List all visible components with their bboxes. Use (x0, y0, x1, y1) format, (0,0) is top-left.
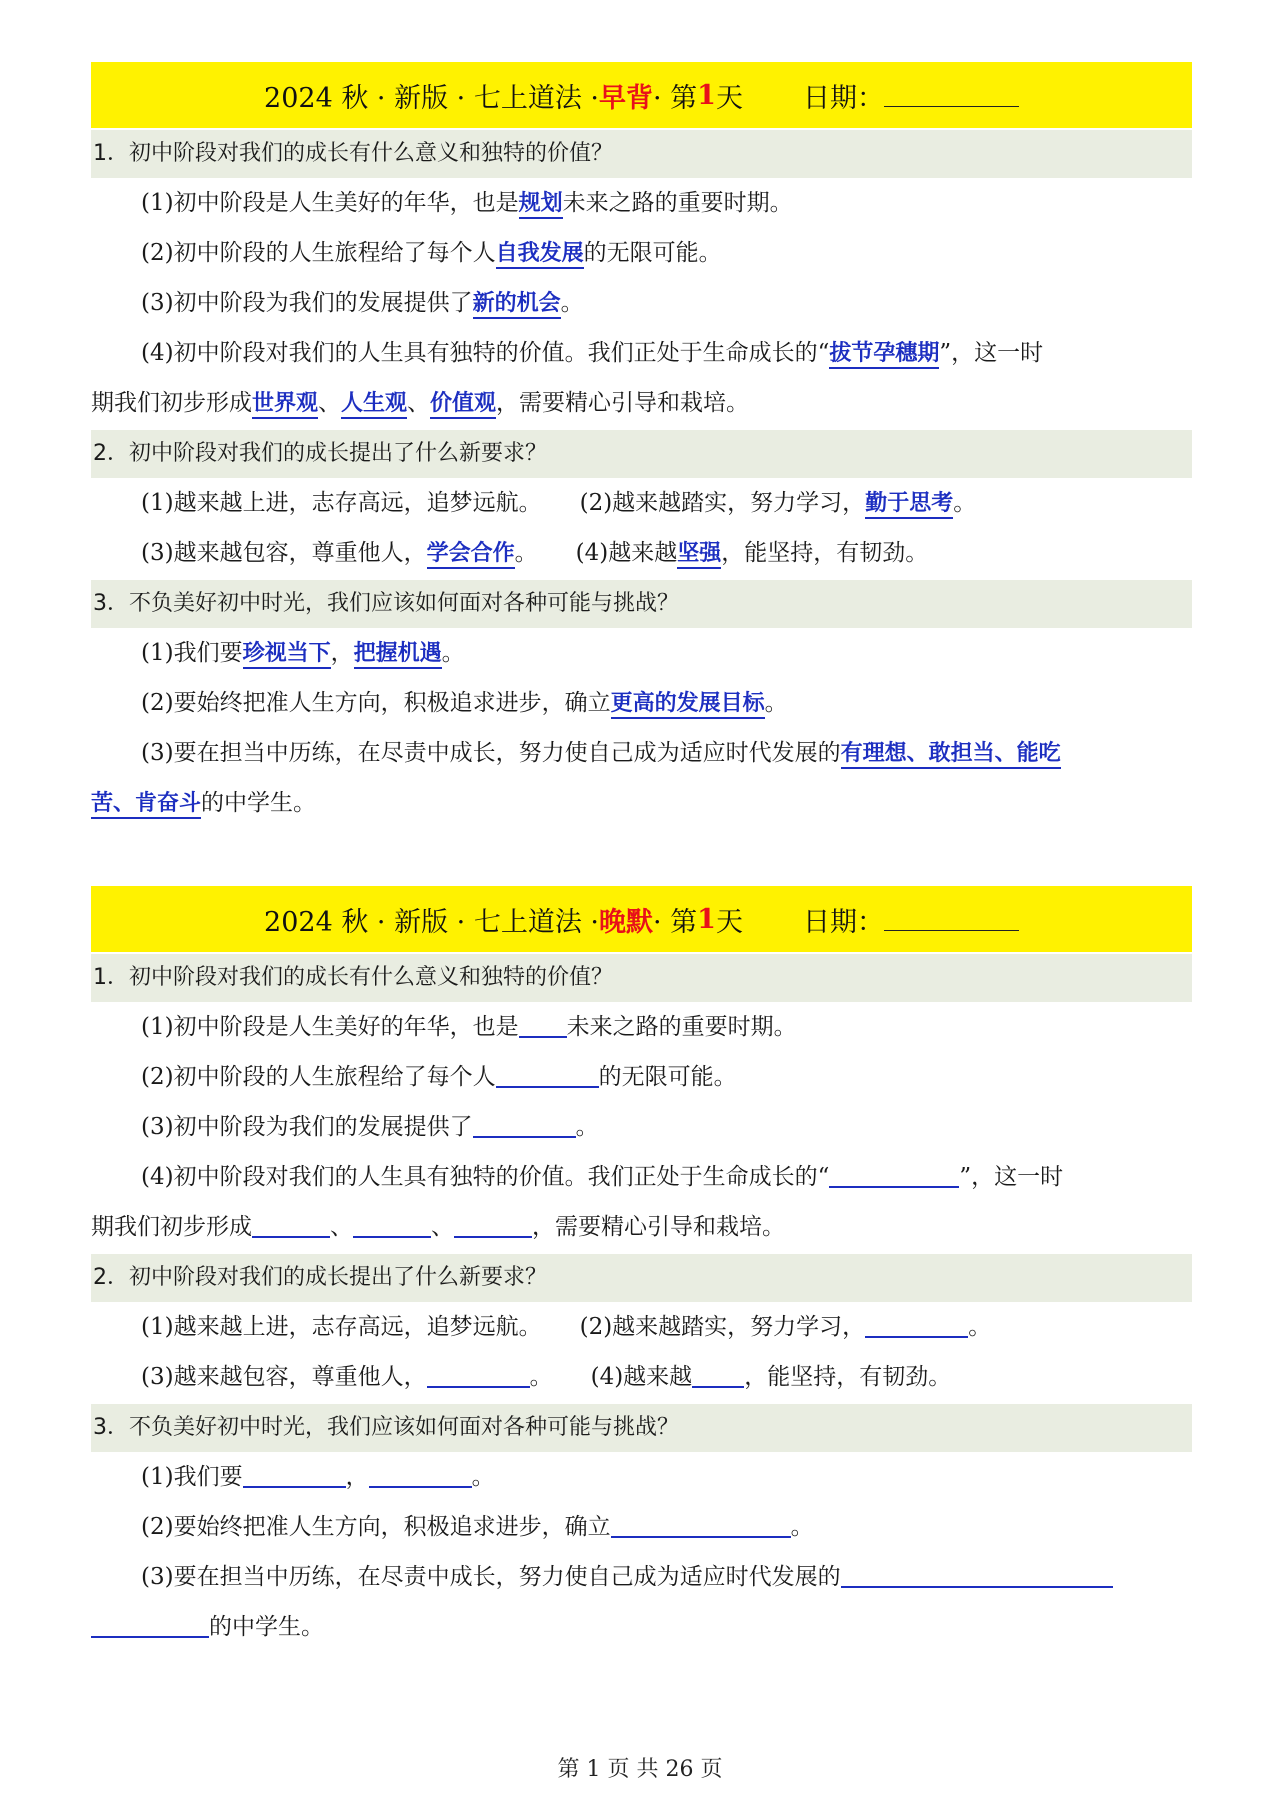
fill-blank[interactable] (611, 1510, 791, 1538)
morning-q1-line-5: 期我们初步形成世界观、人生观、价值观，需要精心引导和栽培。 (91, 378, 1192, 428)
evening-title-mid: · 第 (653, 906, 698, 938)
answer: 世界观 (252, 391, 318, 419)
answer: 新的机会 (473, 291, 561, 319)
morning-q1-line-1: (1)初中阶段是人生美好的年华，也是规划未来之路的重要时期。 (91, 178, 1192, 228)
morning-q1-line-3: (3)初中阶段为我们的发展提供了新的机会。 (91, 278, 1192, 328)
fill-blank[interactable] (353, 1210, 431, 1238)
morning-title-day: 1 (697, 79, 716, 111)
morning-q2-line-1: (1)越来越上进，志存高远，追梦远航。 (2)越来越踏实，努力学习，勤于思考。 (91, 478, 1192, 528)
morning-q3-line-2: (2)要始终把准人生方向，积极追求进步，确立更高的发展目标。 (91, 678, 1192, 728)
evening-q3-line-4: 的中学生。 (91, 1602, 1192, 1652)
answer: 拔节孕穗期 (829, 341, 939, 369)
answer: 学会合作 (427, 541, 515, 569)
answer: 更高的发展目标 (611, 691, 765, 719)
evening-section (91, 886, 1192, 1652)
morning-title-mid: · 第 (653, 82, 698, 114)
evening-q3-line-2: (2)要始终把准人生方向，积极追求进步，确立 。 (91, 1502, 1192, 1552)
answer: 自我发展 (496, 241, 584, 269)
answer: 苦、肯奋斗 (91, 791, 201, 819)
fill-blank[interactable] (369, 1460, 472, 1488)
morning-title-keyword: 早背 (599, 82, 653, 114)
page-footer: 第 1 页 共 26 页 (557, 1757, 723, 1782)
answer: 人生观 (341, 391, 407, 419)
fill-blank[interactable] (473, 1110, 576, 1138)
answer: 勤于思考 (865, 491, 953, 519)
evening-q1-line-3: (3)初中阶段为我们的发展提供了 。 (91, 1102, 1192, 1152)
morning-date-label: 日期： (802, 82, 884, 114)
answer: 坚强 (677, 541, 721, 569)
answer: 有理想、敢担当、能吃 (841, 741, 1061, 769)
evening-question-1: 1．初中阶段对我们的成长有什么意义和独特的价值？ (91, 954, 1192, 1002)
fill-blank[interactable] (496, 1060, 599, 1088)
fill-blank[interactable] (252, 1210, 330, 1238)
morning-question-2: 2．初中阶段对我们的成长提出了什么新要求？ (91, 430, 1192, 478)
answer: 把握机遇 (354, 641, 442, 669)
evening-question-3: 3．不负美好初中时光，我们应该如何面对各种可能与挑战？ (91, 1404, 1192, 1452)
fill-blank[interactable] (829, 1160, 959, 1188)
evening-question-2: 2．初中阶段对我们的成长提出了什么新要求？ (91, 1254, 1192, 1302)
fill-blank[interactable] (454, 1210, 532, 1238)
fill-blank[interactable] (865, 1310, 968, 1338)
evening-q1-line-2: (2)初中阶段的人生旅程给了每个人 的无限可能。 (91, 1052, 1192, 1102)
morning-question-1: 1．初中阶段对我们的成长有什么意义和独特的价值？ (91, 130, 1192, 178)
answer: 珍视当下 (243, 641, 331, 669)
evening-title-banner (91, 886, 1192, 952)
morning-q3-line-3: (3)要在担当中历练，在尽责中成长，努力使自己成为适应时代发展的有理想、敢担当、能吃 (91, 728, 1192, 778)
morning-q3-line-4: 苦、肯奋斗的中学生。 (91, 778, 1192, 828)
morning-q2-line-2: (3)越来越包容，尊重他人，学会合作。 (4)越来越坚强，能坚持，有韧劲。 (91, 528, 1192, 578)
evening-q2-line-2: (3)越来越包容，尊重他人， 。 (4)越来越 ，能坚持，有韧劲。 (91, 1352, 1192, 1402)
fill-blank[interactable] (519, 1010, 567, 1038)
fill-blank[interactable] (243, 1460, 346, 1488)
morning-question-3: 3．不负美好初中时光，我们应该如何面对各种可能与挑战？ (91, 580, 1192, 628)
fill-blank[interactable] (91, 1610, 209, 1638)
morning-q1-line-4: (4)初中阶段对我们的人生具有独特的价值。我们正处于生命成长的“拔节孕穗期”，这一时 (91, 328, 1192, 378)
evening-title-day: 1 (697, 903, 716, 935)
evening-q3-line-3: (3)要在担当中历练，在尽责中成长，努力使自己成为适应时代发展的 (91, 1552, 1192, 1602)
morning-section (91, 62, 1192, 828)
evening-title-prefix: 2024 秋 · 新版 · 七上道法 · (264, 906, 599, 938)
evening-q1-line-5: 期我们初步形成 、 、 ，需要精心引导和栽培。 (91, 1202, 1192, 1252)
morning-q1-line-2: (2)初中阶段的人生旅程给了每个人自我发展的无限可能。 (91, 228, 1192, 278)
evening-title-keyword: 晚默 (599, 906, 653, 938)
evening-q2-line-1: (1)越来越上进，志存高远，追梦远航。 (2)越来越踏实，努力学习， 。 (91, 1302, 1192, 1352)
answer: 规划 (519, 191, 563, 219)
fill-blank[interactable] (841, 1560, 1113, 1588)
morning-q3-line-1: (1)我们要珍视当下，把握机遇。 (91, 628, 1192, 678)
fill-blank[interactable] (427, 1360, 530, 1388)
morning-title-banner (91, 62, 1192, 128)
evening-q1-line-1: (1)初中阶段是人生美好的年华，也是 未来之路的重要时期。 (91, 1002, 1192, 1052)
evening-title-suffix: 天 (715, 906, 743, 938)
evening-date-label: 日期： (802, 906, 884, 938)
morning-title-prefix: 2024 秋 · 新版 · 七上道法 · (264, 82, 599, 114)
evening-date-blank (884, 908, 1019, 931)
answer: 价值观 (430, 391, 496, 419)
evening-q3-line-1: (1)我们要 ， 。 (91, 1452, 1192, 1502)
fill-blank[interactable] (692, 1360, 744, 1388)
evening-q1-line-4: (4)初中阶段对我们的人生具有独特的价值。我们正处于生命成长的“ ”，这一时 (91, 1152, 1192, 1202)
morning-date-blank (884, 84, 1019, 107)
morning-title-suffix: 天 (715, 82, 743, 114)
